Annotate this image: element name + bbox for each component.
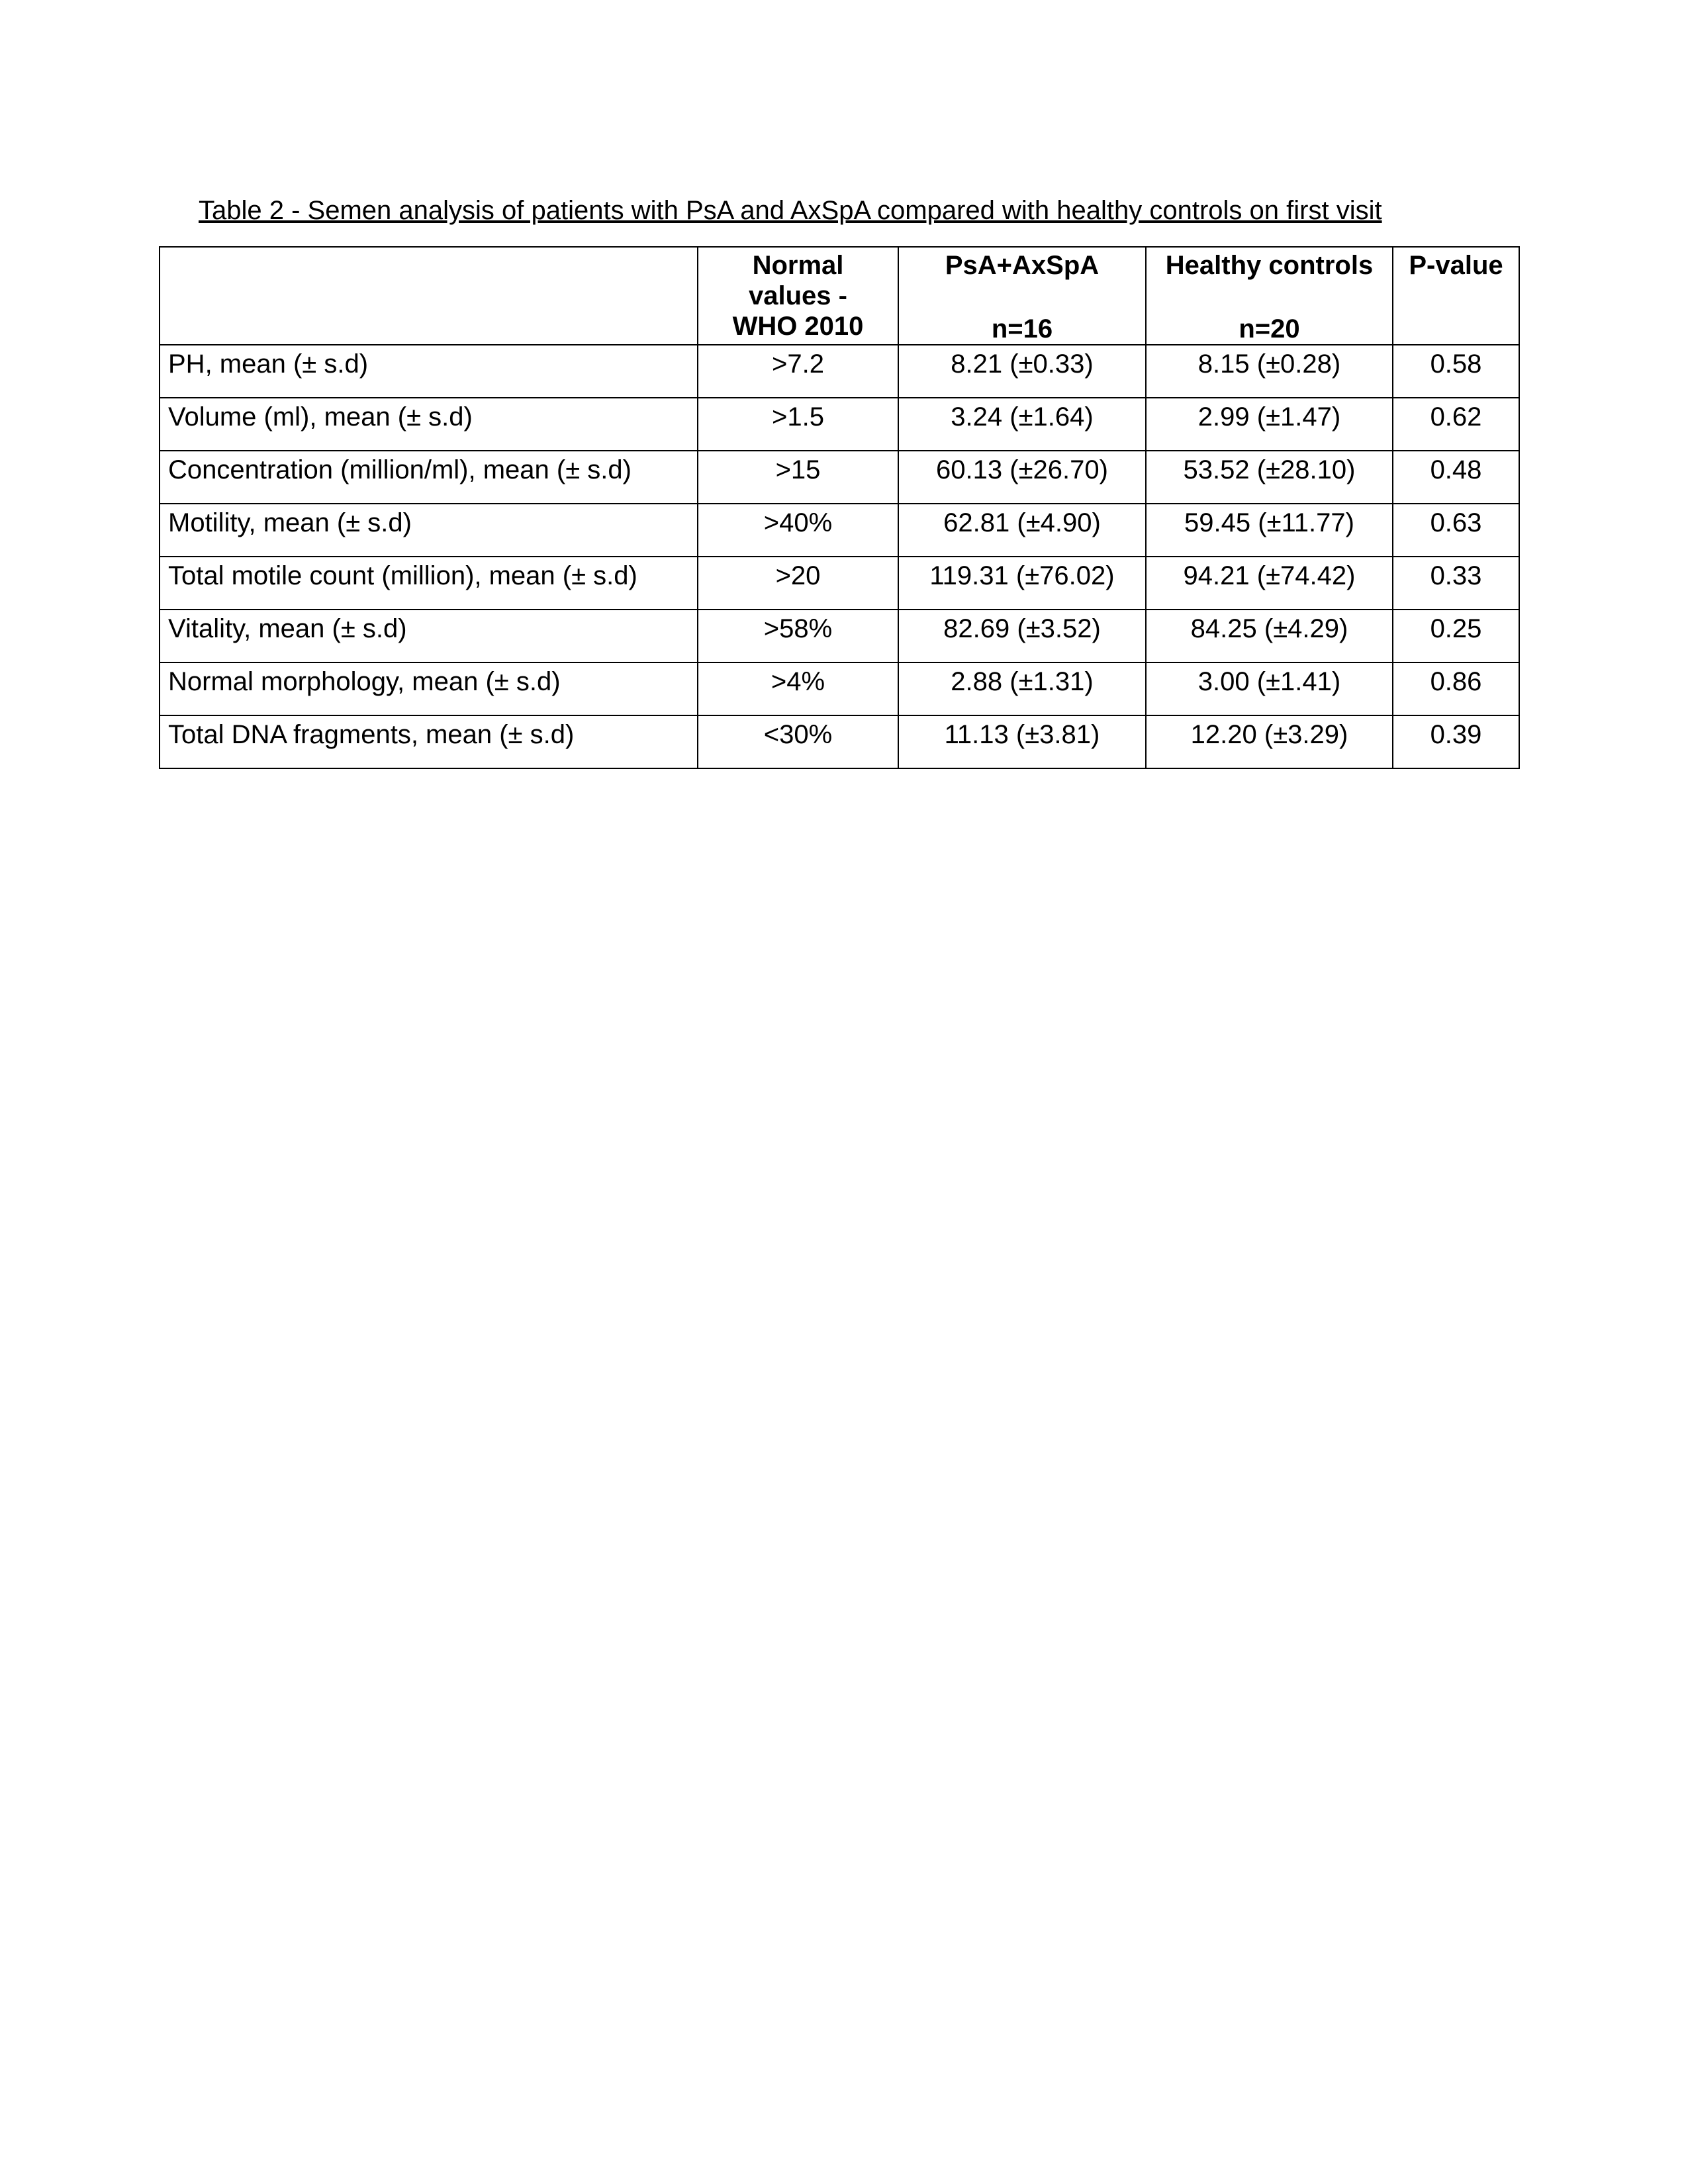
header-normal-line1: Normal: [752, 251, 844, 280]
cell-normal-value: >15: [698, 451, 898, 504]
cell-psa-axspa: 2.88 (±1.31): [898, 662, 1146, 715]
cell-healthy-controls: 2.99 (±1.47): [1146, 398, 1393, 451]
row-label: Motility, mean (± s.d): [160, 504, 698, 557]
cell-psa-axspa: 60.13 (±26.70): [898, 451, 1146, 504]
row-label: Volume (ml), mean (± s.d): [160, 398, 698, 451]
table-row: [160, 662, 1519, 715]
cell-normal-value: >7.2: [698, 345, 898, 398]
cell-healthy-controls: 94.21 (±74.42): [1146, 557, 1393, 610]
header-normal-line3: WHO 2010: [732, 312, 864, 341]
table-row: [160, 610, 1519, 662]
cell-p-value: 0.58: [1393, 345, 1519, 398]
row-label: Total motile count (million), mean (± s.d): [160, 557, 698, 610]
row-label: Normal morphology, mean (± s.d): [160, 662, 698, 715]
cell-healthy-controls: 3.00 (±1.41): [1146, 662, 1393, 715]
cell-normal-value: >1.5: [698, 398, 898, 451]
cell-normal-value: >4%: [698, 662, 898, 715]
cell-psa-axspa: 82.69 (±3.52): [898, 610, 1146, 662]
header-p-value: P-value: [1393, 247, 1519, 345]
header-psa-label: PsA+AxSpA: [945, 251, 1100, 280]
cell-normal-value: <30%: [698, 715, 898, 768]
cell-psa-axspa: 11.13 (±3.81): [898, 715, 1146, 768]
header-healthy-label: Healthy controls: [1165, 251, 1374, 280]
header-normal-line2: values -: [749, 281, 847, 310]
cell-psa-axspa: 3.24 (±1.64): [898, 398, 1146, 451]
table-row: [160, 398, 1519, 451]
table-row: [160, 345, 1519, 398]
cell-healthy-controls: 53.52 (±28.10): [1146, 451, 1393, 504]
cell-p-value: 0.62: [1393, 398, 1519, 451]
cell-p-value: 0.48: [1393, 451, 1519, 504]
cell-healthy-controls: 8.15 (±0.28): [1146, 345, 1393, 398]
cell-psa-axspa: 119.31 (±76.02): [898, 557, 1146, 610]
table-row: [160, 451, 1519, 504]
cell-p-value: 0.25: [1393, 610, 1519, 662]
header-psa-axspa: [898, 247, 1146, 345]
cell-psa-axspa: 8.21 (±0.33): [898, 345, 1146, 398]
header-psa-n: n=16: [991, 314, 1053, 343]
semen-analysis-table: [159, 246, 1520, 769]
header-row: [160, 247, 1519, 345]
table-row: [160, 557, 1519, 610]
cell-healthy-controls: 12.20 (±3.29): [1146, 715, 1393, 768]
cell-p-value: 0.33: [1393, 557, 1519, 610]
table-title: Table 2 - Semen analysis of patients with PsA and AxSpA compared with healthy controls on first visit: [199, 196, 1382, 225]
header-healthy-n: n=20: [1239, 314, 1300, 343]
header-healthy-controls: [1146, 247, 1393, 345]
table-row: [160, 715, 1519, 768]
table-row: [160, 504, 1519, 557]
cell-p-value: 0.86: [1393, 662, 1519, 715]
row-label: PH, mean (± s.d): [160, 345, 698, 398]
cell-normal-value: >58%: [698, 610, 898, 662]
cell-p-value: 0.63: [1393, 504, 1519, 557]
row-label: Total DNA fragments, mean (± s.d): [160, 715, 698, 768]
cell-normal-value: >20: [698, 557, 898, 610]
row-label: Concentration (million/ml), mean (± s.d): [160, 451, 698, 504]
cell-normal-value: >40%: [698, 504, 898, 557]
cell-p-value: 0.39: [1393, 715, 1519, 768]
cell-healthy-controls: 59.45 (±11.77): [1146, 504, 1393, 557]
header-blank: [160, 247, 698, 345]
row-label: Vitality, mean (± s.d): [160, 610, 698, 662]
cell-psa-axspa: 62.81 (±4.90): [898, 504, 1146, 557]
header-normal-values: [698, 247, 898, 345]
cell-healthy-controls: 84.25 (±4.29): [1146, 610, 1393, 662]
